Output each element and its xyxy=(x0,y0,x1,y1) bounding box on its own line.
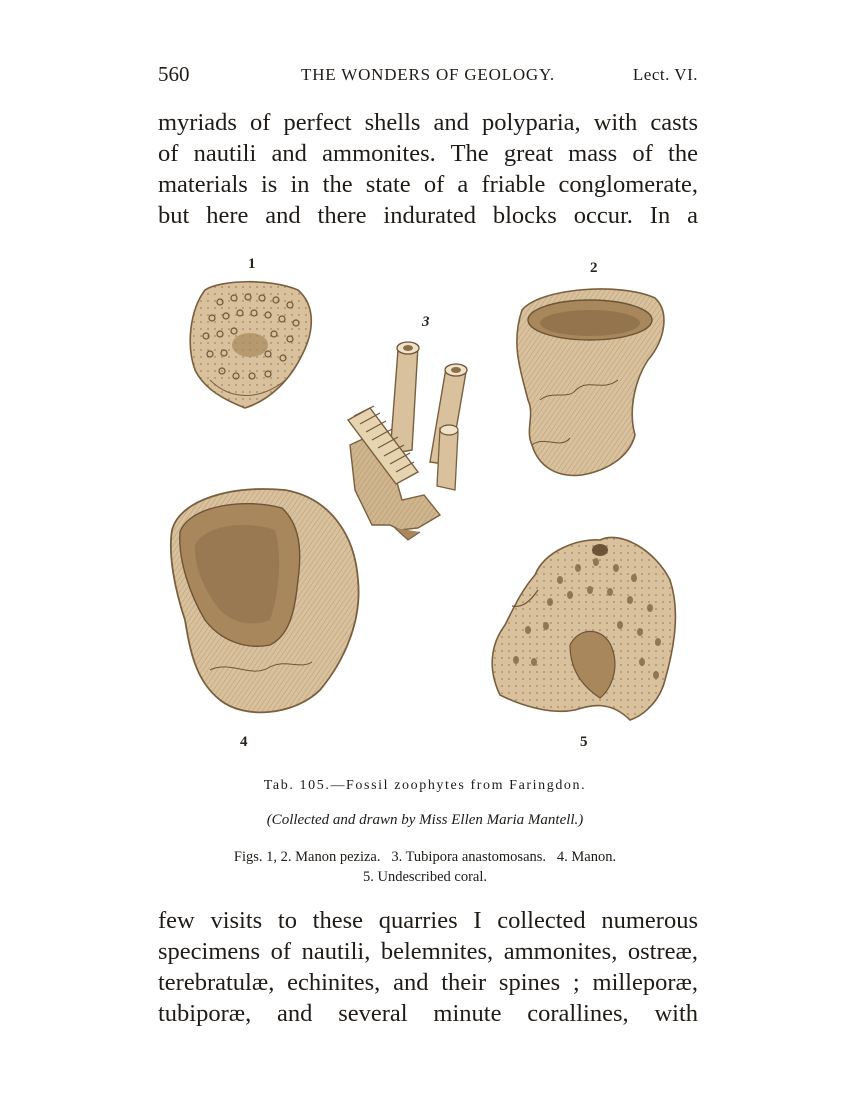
text-line: but here and there indurated blocks occur. In a xyxy=(158,202,698,229)
text-line: specimens of nautili, belemnites, ammonites, ostreæ, xyxy=(158,938,698,965)
figure-4-manon xyxy=(171,489,359,712)
figure-label-2: 2 xyxy=(590,260,598,276)
page-number: 560 xyxy=(158,62,190,86)
figure-5-coral xyxy=(492,537,675,720)
figure-3-tubipora xyxy=(348,342,467,540)
plate-illustration xyxy=(150,250,710,760)
text-line: terebratulæ, echinites, and their spines ; milleporæ, xyxy=(158,969,698,996)
figures-line-2: 5. Undescribed coral. xyxy=(362,869,487,885)
plate-caption-figures xyxy=(150,847,700,887)
body-text-top xyxy=(158,107,698,231)
figure-1-manon xyxy=(190,282,311,408)
text-line: tubiporæ, and several minute corallines, with xyxy=(158,1000,698,1027)
figure-label-3: 3 xyxy=(422,314,430,330)
body-text-bottom xyxy=(158,905,698,1029)
figure-label-1: 1 xyxy=(248,256,256,272)
running-head xyxy=(158,62,698,88)
plate-caption-credit: (Collected and drawn by Miss Ellen Maria Mantell.) xyxy=(266,812,584,828)
text-line: few visits to these quarries I collected numerous xyxy=(158,907,698,934)
running-section: Lect. VI. xyxy=(632,65,698,84)
plate-caption-title: Tab. 105.—Fossil zoophytes from Faringdon. xyxy=(263,778,587,793)
running-title: THE WONDERS OF GEOLOGY. xyxy=(301,65,555,84)
figure-2-manon xyxy=(517,289,664,475)
text-line: myriads of perfect shells and polyparia, with casts xyxy=(158,109,698,136)
text-line: materials is in the state of a friable conglomerate, xyxy=(158,171,698,198)
fossil-plate xyxy=(150,250,710,760)
figure-label-4: 4 xyxy=(240,734,248,750)
figure-label-5: 5 xyxy=(580,734,588,750)
text-line: of nautili and ammonites. The great mass of the xyxy=(158,140,698,167)
figures-line-1: Figs. 1, 2. Manon peziza. 3. Tubipora anastomosans. 4. Manon. xyxy=(233,849,617,865)
